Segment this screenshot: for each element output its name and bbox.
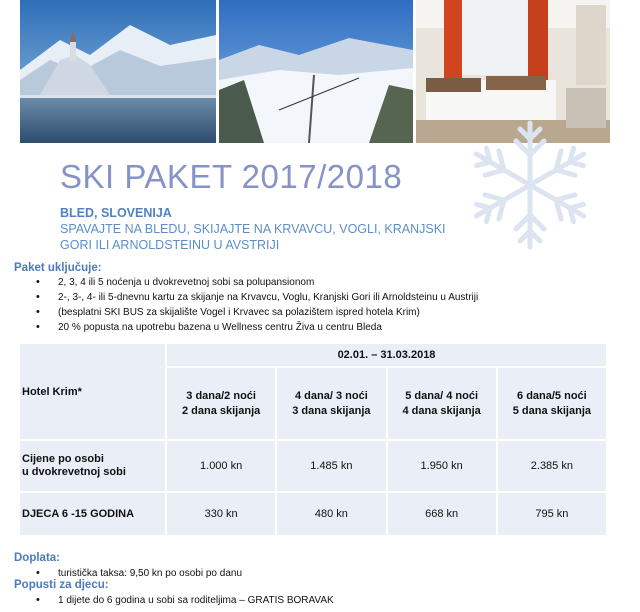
location-subtitle: BLED, SLOVENIJA [60,206,172,220]
page-title: SKI PAKET 2017/2018 [60,158,403,195]
price-cell: 668 kn [388,493,496,535]
row-label: Cijene po osobi u dvokrevetnoj sobi [20,441,165,491]
list-item: • 20 % popusta na upotrebu bazena u Wellness centru Živa u centru Bleda [36,320,478,335]
list-item: • turistička taksa: 9,50 kn po osobi po danu [36,566,242,581]
price-cell: 1.000 kn [167,441,275,491]
price-table [18,342,608,537]
row-label: DJECA 6 -15 GODINA [20,493,165,535]
price-cell: 480 kn [277,493,385,535]
hotel-name: Hotel Krim* [20,344,165,439]
ski-slope-photo [219,0,413,143]
tagline: SPAVAJTE NA BLEDU, SKIJAJTE NA KRVAVCU, VOGLI, KRANJSKI GORI ILI ARNOLDSTEINU U AVSTRIJI [60,222,446,252]
list-item: • 2-, 3-, 4- ili 5-dnevnu kartu za skijanje na Krvavcu, Voglu, Kranjski Gori ili Arnoldsteinu u Austriji [36,290,478,305]
table-row [20,493,606,535]
column-header: 6 dana/5 noći 5 dana skijanja [498,368,606,439]
package-list [36,275,478,335]
column-header: 4 dana/ 3 noći 3 dana skijanja [277,368,385,439]
price-cell: 1.485 kn [277,441,385,491]
table-row [20,441,606,491]
price-cell: 1.950 kn [388,441,496,491]
snowflake-icon [455,110,605,260]
list-item: • (besplatni SKI BUS za skijalište Vogel i Krvavec sa polazištem ispred hotela Krim) [36,305,478,320]
price-cell: 330 kn [167,493,275,535]
list-item: • 1 dijete do 6 godina u sobi sa roditeljima – GRATIS BORAVAK [36,593,334,608]
list-item: • 2, 3, 4 ili 5 noćenja u dvokrevetnoj sobi sa polupansionom [36,275,478,290]
doplata-label: Doplata: [14,552,60,564]
price-cell: 795 kn [498,493,606,535]
popusti-label: Popusti za djecu: [14,579,109,591]
package-label: Paket uključuje: [14,262,102,274]
price-cell: 2.385 kn [498,441,606,491]
lake-bled-winter-photo [20,0,216,143]
column-header: 3 dana/2 noći 2 dana skijanja [167,368,275,439]
popusti-list [36,593,334,608]
date-range: 02.01. – 31.03.2018 [167,344,606,366]
column-header: 5 dana/ 4 noći 4 dana skijanja [388,368,496,439]
